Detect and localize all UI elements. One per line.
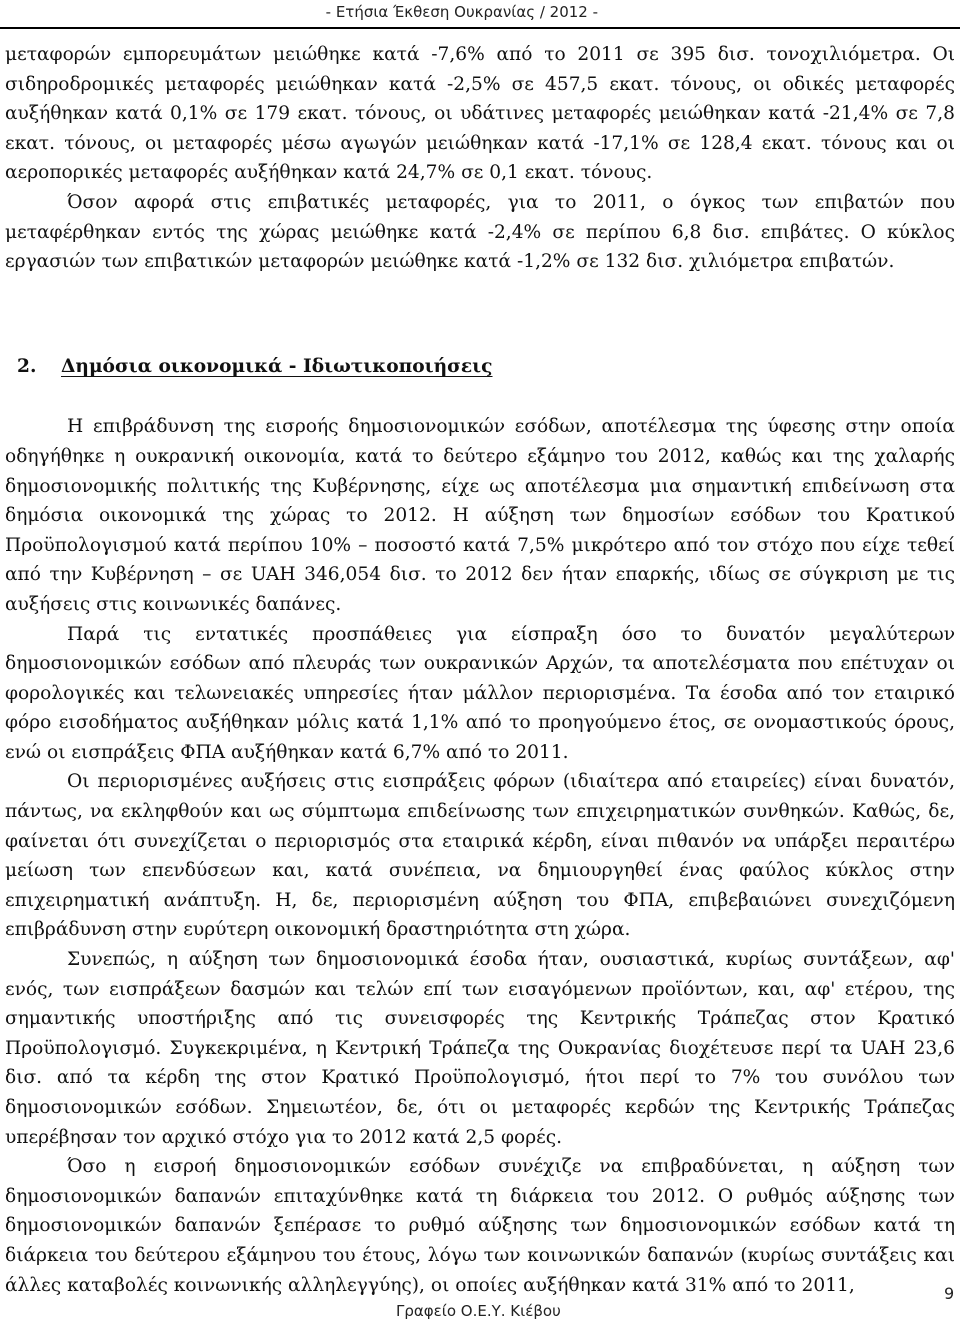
running-header: - Ετήσια Έκθεση Ουκρανίας / 2012 - — [325, 3, 598, 21]
paragraph-business-conditions: Οι περιορισμένες αυξήσεις στις εισπράξεις φόρων (ιδιαίτερα από εταιρείες) είναι δυνατόν, πάντως, να εκληφθούν και ως σύμπτωμα επιδείνωσης των επιχειρηματικών συνθηκών. Καθώς, δε, φαίνεται ότι συνεχίζεται ο περιορισμός στα εταιρικά κέρδη, είναι πιθανόν να υπάρξει περαιτέρω μείωση των επενδύσεων και, κατά συνέπεια, να δημιουργηθεί ένας φαύλος κύκλος στην επιχειρηματική ανάπτυξη. Η, δε, περιορισμένη αύξηση του ΦΠΑ, επιβεβαιώνει συνεχιζόμενη επιβράδυνση στην ευρύτερη οικονομική δραστηριότητα στη χώρα. — [5, 771, 955, 941]
section-heading — [5, 352, 955, 382]
paragraph-freight-transport: μεταφορών εμπορευμάτων μειώθηκε κατά -7,6% από το 2011 σε 395 δισ. τονοχιλιόμετρα. Οι σιδηροδρομικές μεταφορές μειώθηκαν κατά -2,5% σε 457,5 εκατ. τόνους, οι οδικές μεταφορές αυξήθηκαν κατά 0,1% σε 179 εκατ. τόνους, οι υδάτινες μεταφορές μειώθηκαν κατά -21,4% σε 7,8 εκατ. τόνους, οι μεταφορές μέσω αγωγών μειώθηκαν κατά -17,1% σε 128,4 εκατ. τόνους και οι αεροπορικές μεταφορές αυξήθηκαν κατά 24,7% σε 0,1 εκατ. τόνους. — [5, 44, 955, 184]
page-number: 9 — [944, 1284, 955, 1303]
paragraph-passenger-transport: Όσον αφορά στις επιβατικές μεταφορές, για το 2011, ο όγκος των επιβατών που μεταφέρθηκαν εντός της χώρας μειώθηκε κατά -2,4% σε περίπου 6,8 δισ. επιβάτες. Ο κύκλος εργασιών των επιβατικών μεταφορών μειώθηκε κατά -1,2% σε 132 δισ. χιλιόμετρα επιβατών. — [5, 191, 955, 273]
paragraph-expenditure-growth: Όσο η εισροή δημοσιονομικών εσόδων συνέχιζε να επιβραδύνεται, η αύξηση των δημοσιονομικών δαπανών επιταχύνθηκε κατά τη διάρκεια του 2012. Ο ρυθμός αύξησης των δημοσιονομικών δαπανών ξεπέρασε το ρυθμό αύξησης των δημοσιονομικών εσόδων κατά τη διάρκεια του δεύτερου εξάμηνου του έτους, λόγω των κοινωνικών δαπανών (κυρίως συντάξεις και άλλες καταβολές κοινωνικής αλληλεγγύης), οι οποίες αυξήθηκαν κατά 31% από το 2011, — [5, 1156, 955, 1296]
section-gap — [5, 277, 955, 321]
section-title: Δημόσια οικονομικά - Ιδιωτικοποιήσεις — [61, 355, 493, 377]
document-body — [5, 40, 955, 1300]
footer-office: Γραφείο Ο.Ε.Υ. Κιέβου — [396, 1302, 561, 1320]
paragraph-central-bank-contribution: Συνεπώς, η αύξηση των δημοσιονομικά έσοδα ήταν, ουσιαστικά, κυρίως συντάξεων, αφ' ενός, των εισπράξεων δασμών και τελών επί των εισαγόμενων προϊόντων, και, αφ' ετέρου, της σημαντικής υποστήριξης από τις συνεισφορές της Κεντρικής Τράπεζας στον Κρατικό Προϋπολογισμό. Συγκεκριμένα, η Κεντρική Τράπεζα της Ουκρανίας διοχέτευσε περί τα UAH 23,6 δισ. από τα κέρδη της στον Κρατικό Προϋπολογισμό, ήτοι περί το 7% του συνόλου των δημοσιονομικών εσόδων. Σημειωτέον, δε, ότι οι μεταφορές κερδών της Κεντρικής Τράπεζας υπερέβησαν τον αρχικό στόχο για το 2012 κατά 2,5 φορές. — [5, 949, 955, 1148]
section-number: 2. — [17, 355, 37, 377]
paragraph-revenue-slowdown: Η επιβράδυνση της εισροής δημοσιονομικών εσόδων, αποτέλεσμα της ύφεσης στην οποία οδηγήθηκε η ουκρανική οικονομία, κατά το δεύτερο εξάμηνο του 2012, καθώς και της χαλαρής δημοσιονομικής πολιτικής της Κυβέρνησης, είχε ως αποτέλεσμα μια σημαντική επιδείνωση στα δημόσια οικονομικά της χώρας το 2012. Η αύξηση των δημοσίων εσόδων του Κρατικού Προϋπολογισμού κατά περίπου 10% – ποσοστό κατά 7,5% μικρότερο από τον στόχο που είχε τεθεί από την Κυβέρνηση – σε UAH 346,054 δισ. το 2012 δεν ήταν επαρκής, ιδίως σε σύγκριση με τις αυξήσεις στις κοινωνικές δαπάνες. — [5, 416, 955, 615]
header-rule — [0, 27, 960, 29]
paragraph-tax-collection: Παρά τις εντατικές προσπάθειες για είσπραξη όσο το δυνατόν μεγαλύτερων δημοσιονομικών εσόδων από πλευράς των ουκρανικών Αρχών, τα αποτελέσματα που επέτυχαν οι φορολογικές και τελωνειακές υπηρεσίες ήταν μάλλον περιορισμένα. Τα έσοδα από τον εταιρικό φόρο εισοδήματος αυξήθηκαν μόλις κατά 1,1% από το προηγούμενο έτος, σε ονομαστικούς όρους, ενώ οι εισπράξεις ΦΠΑ αυξήθηκαν κατά 6,7% από το 2011. — [5, 623, 955, 763]
